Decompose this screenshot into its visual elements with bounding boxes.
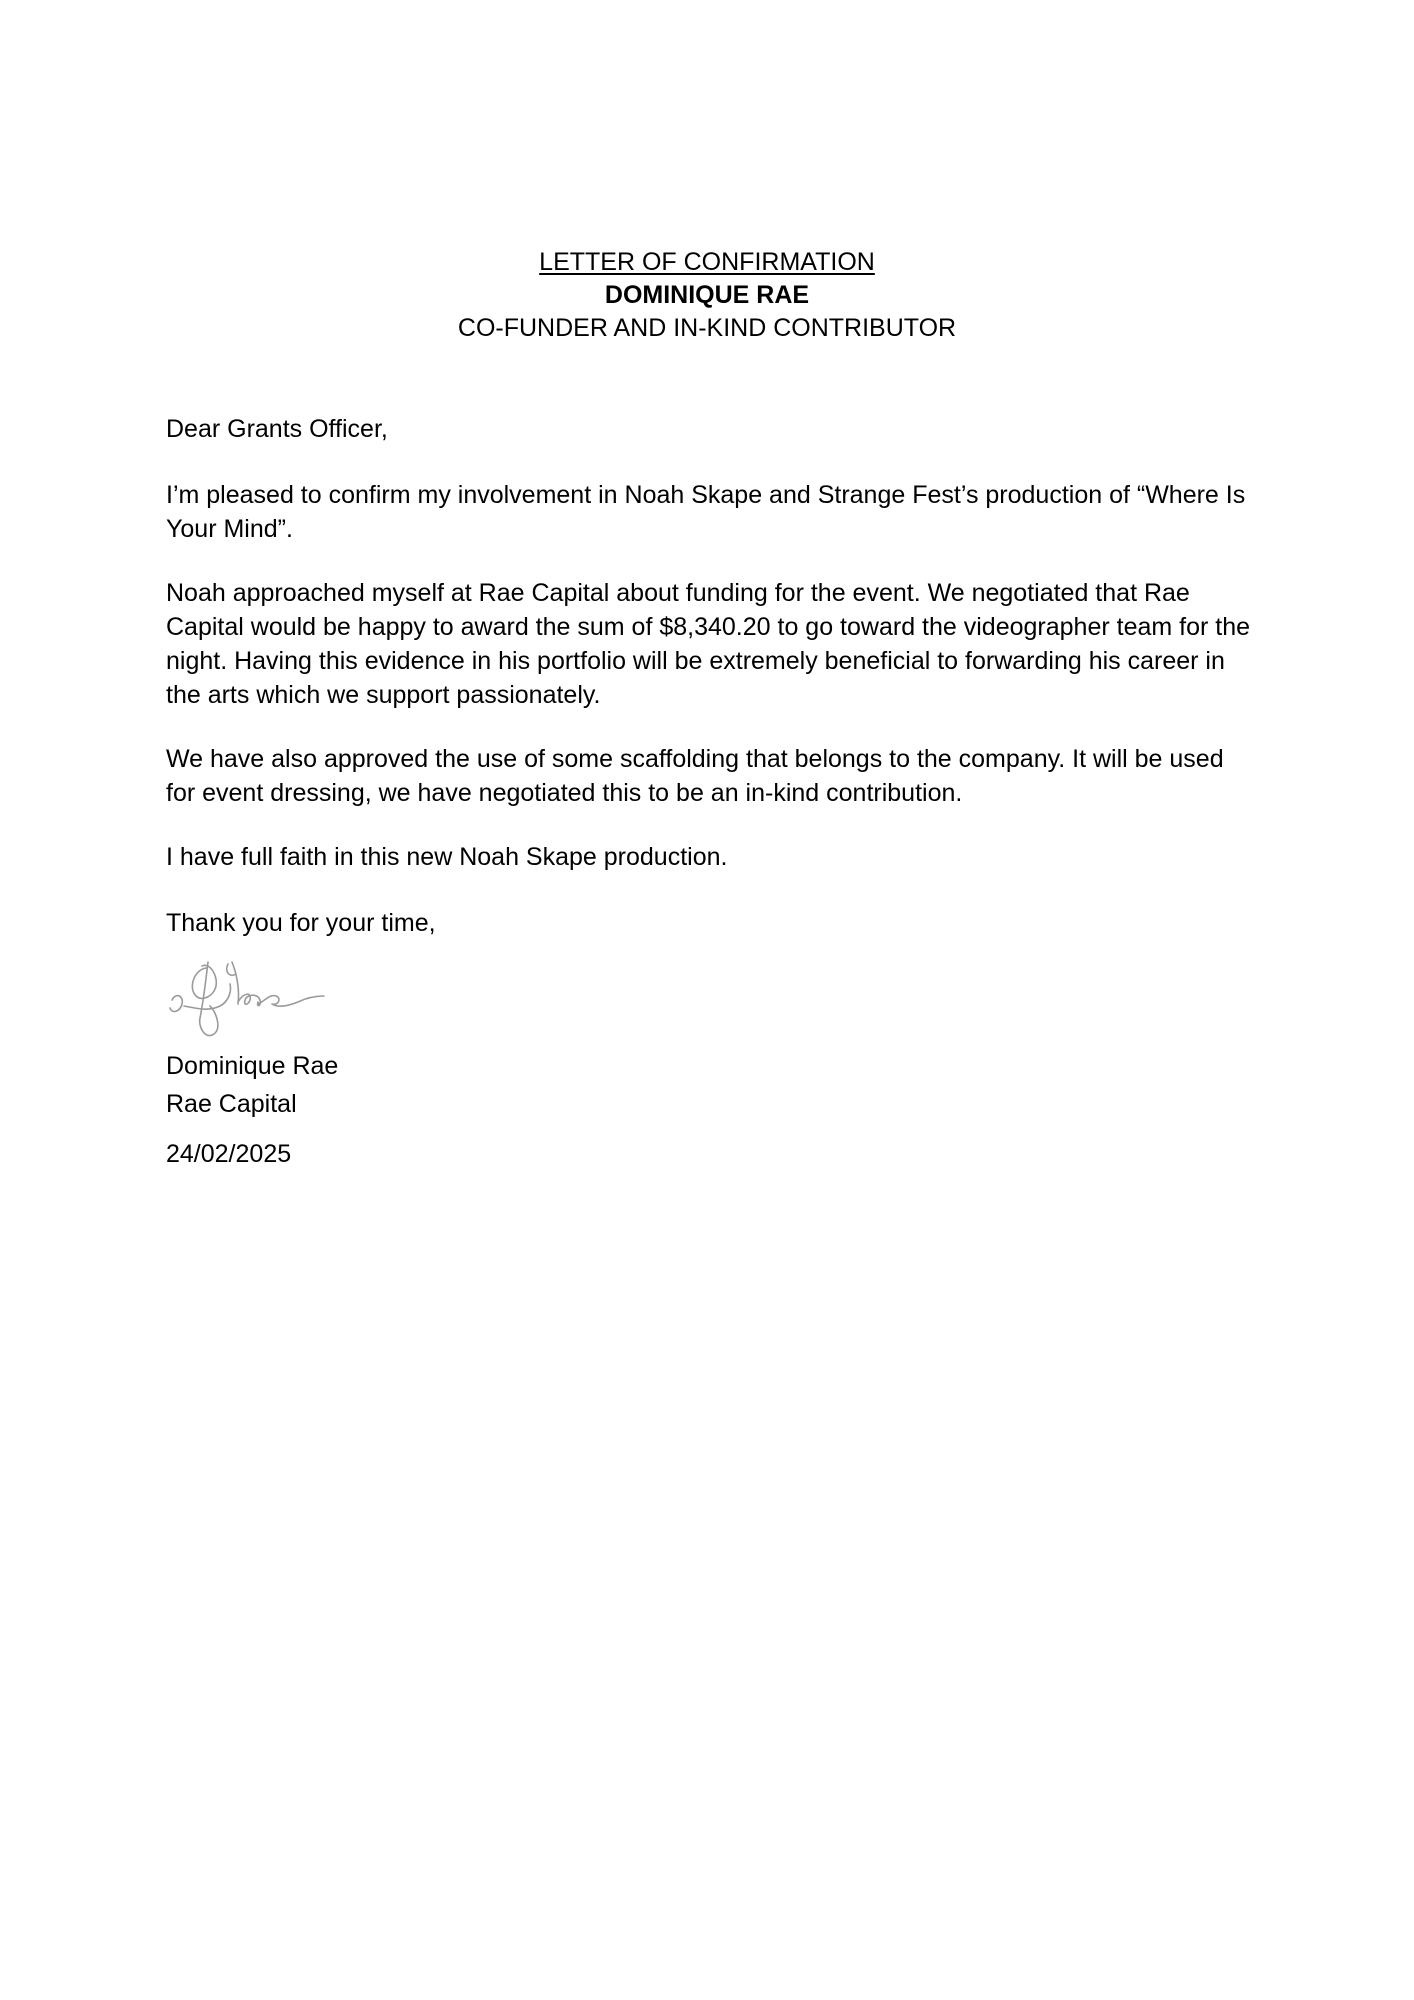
paragraph-confirmation: I’m pleased to confirm my involvement in Noah Skape and Strange Fest’s production of “Where Is Your Mind”. [166, 481, 1246, 543]
letter-date: 24/02/2025 [166, 1140, 292, 1168]
sender-role-heading: CO-FUNDER AND IN-KIND CONTRIBUTOR [457, 314, 957, 342]
signer-company: Rae Capital [166, 1090, 297, 1118]
closing: Thank you for your time, [166, 909, 436, 937]
letter-body [166, 412, 1256, 1171]
letter-title: LETTER OF CONFIRMATION [539, 248, 875, 276]
paragraph-in-kind: We have also approved the use of some scaffolding that belongs to the company. It will be used for event dressing, we have negotiated this to be an in-kind contribution. [166, 745, 1224, 807]
paragraph-funding: Noah approached myself at Rae Capital about funding for the event. We negotiated that Rae Capital would be happy to award the sum of $8,340.20 to go toward the videographer team for the night. Having this evidence in his portfolio will be extremely beneficial to forwarding his career in the arts which we support passionately. [166, 579, 1251, 709]
signature-image [166, 948, 341, 1043]
signer-block [166, 1047, 1256, 1123]
greeting: Dear Grants Officer, [166, 415, 388, 443]
signer-name: Dominique Rae [166, 1052, 339, 1080]
paragraph-faith: I have full faith in this new Noah Skape production. [166, 843, 728, 871]
sender-name-heading: DOMINIQUE RAE [604, 281, 810, 309]
letter-header [0, 246, 1414, 345]
